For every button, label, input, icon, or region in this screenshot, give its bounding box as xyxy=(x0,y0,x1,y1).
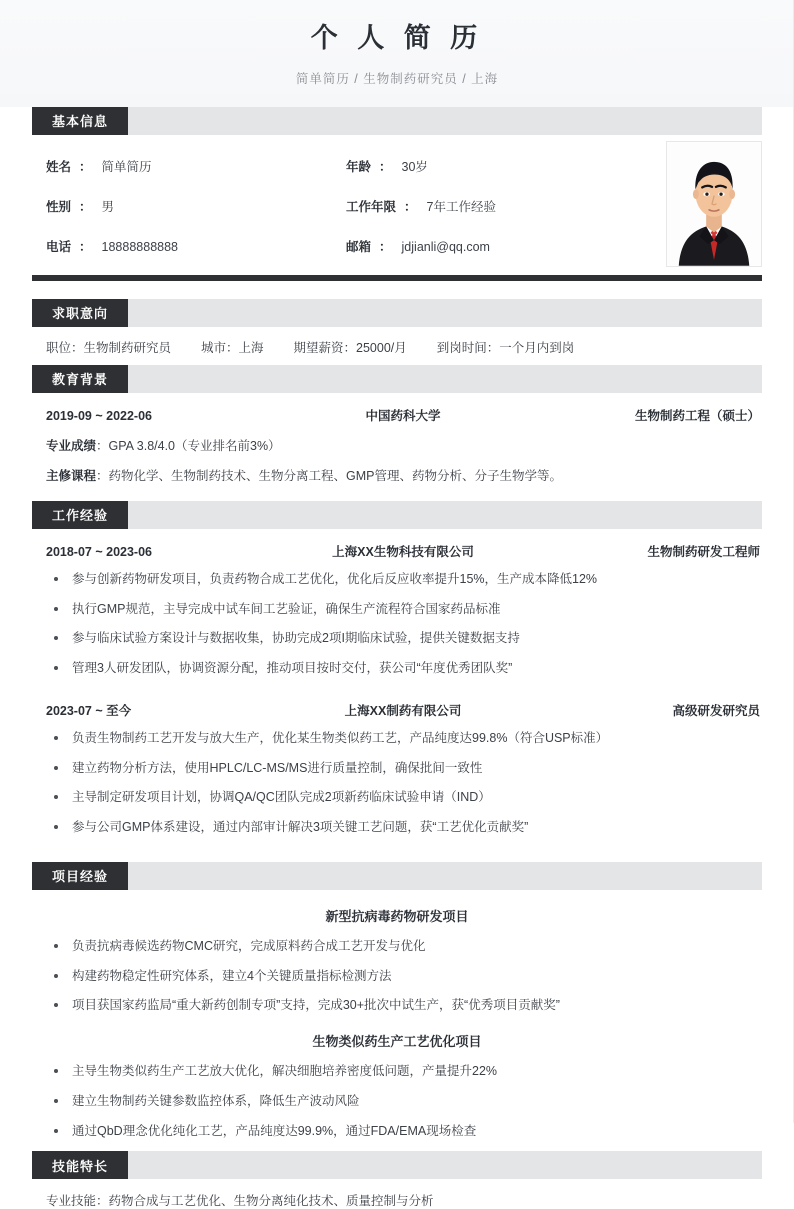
info-value: 简单简历 xyxy=(101,159,152,174)
section-bar-filler xyxy=(128,299,762,327)
section-bar-filler xyxy=(128,1151,762,1179)
info-label: 邮箱 xyxy=(346,239,372,254)
section-header-skills xyxy=(32,1151,762,1179)
project-bullet-list xyxy=(32,937,762,1015)
page-title: 个 人 简 历 xyxy=(310,23,484,53)
work-position: 高级研发研究员 xyxy=(672,703,760,718)
education-courses-value: ：药物化学、生物制药技术、生物分离工程、GMP管理、药物分析、分子生物学等。 xyxy=(96,468,562,483)
intent-available-time: 到岗时间：一个月内到岗 xyxy=(436,340,575,355)
info-colon: ： xyxy=(79,199,92,214)
section-header-intent xyxy=(32,299,762,327)
work-entry-header xyxy=(32,542,762,560)
project-entry xyxy=(32,906,762,1015)
list-item: 参与公司GMP体系建设，通过内部审计解决3项关键工艺问题，获“工艺优化贡献奖” xyxy=(54,818,762,837)
list-item: 建立药物分析方法，使用HPLC/LC-MS/MS进行质量控制，确保批间一致性 xyxy=(54,759,762,778)
list-item: 负责生物制药工艺开发与放大生产，优化某生物类似药工艺，产品纯度达99.8%（符合USP标准） xyxy=(54,729,762,748)
education-gpa-line xyxy=(32,436,762,454)
education-entry xyxy=(32,393,762,488)
intent-city: 城市：上海 xyxy=(201,340,264,355)
education-gpa-value: ：GPA 3.8/4.0（专业排名前3%） xyxy=(96,438,281,453)
info-value: 30岁 xyxy=(401,159,428,174)
project-bullet-list xyxy=(32,1062,762,1140)
info-value: 7年工作经验 xyxy=(426,199,496,214)
work-date: 2023-07 ~ 至今 xyxy=(46,703,132,718)
intent-position: 职位：生物制药研究员 xyxy=(46,340,172,355)
basic-info-block xyxy=(32,135,762,275)
info-value: 18888888888 xyxy=(101,239,179,254)
work-entry xyxy=(32,693,762,852)
section-tab-label: 项目经验 xyxy=(32,862,128,890)
list-item: 参与临床试验方案设计与数据收集，协助完成2项I期临床试验，提供关键数据支持 xyxy=(54,629,762,648)
list-item: 主导生物类似药生产工艺放大优化，解决细胞培养密度低问题，产量提升22% xyxy=(54,1062,762,1081)
education-courses-label: 主修课程 xyxy=(46,468,97,483)
list-item: 通过QbD理念优化纯化工艺，产品纯度达99.9%，通过FDA/EMA现场检查 xyxy=(54,1122,762,1141)
education-date: 2019-09 ~ 2022-06 xyxy=(46,408,152,423)
section-tab-label: 技能特长 xyxy=(32,1151,128,1179)
basic-info-grid xyxy=(32,157,762,255)
section-header-work xyxy=(32,501,762,529)
info-field-phone xyxy=(46,237,346,255)
project-title: 新型抗病毒药物研发项目 xyxy=(325,908,469,924)
section-header-project xyxy=(32,862,762,890)
list-item: 构建药物稳定性研究体系，建立4个关键质量指标检测方法 xyxy=(54,967,762,986)
info-colon: ： xyxy=(79,159,92,174)
info-value: 男 xyxy=(101,199,115,214)
list-item: 项目获国家药监局“重大新药创制专项”支持，完成30+批次中试生产，获“优秀项目贡献奖” xyxy=(54,996,762,1015)
list-item: 管理3人研发团队，协调资源分配，推动项目按时交付，获公司“年度优秀团队奖” xyxy=(54,659,762,678)
info-colon: ： xyxy=(404,199,417,214)
info-field-name xyxy=(46,157,346,175)
list-item: 参与创新药物研发项目，负责药物合成工艺优化，优化后反应收率提升15%，生产成本降低12% xyxy=(54,570,762,589)
work-company: 上海XX生物科技有限公司 xyxy=(332,544,474,559)
section-bar-filler xyxy=(128,501,762,529)
section-tab-label: 基本信息 xyxy=(32,107,128,135)
info-colon: ： xyxy=(79,239,92,254)
section-divider-rule xyxy=(32,275,762,281)
work-company: 上海XX制药有限公司 xyxy=(344,703,462,718)
header-subtitle: 简单简历 / 生物制药研究员 / 上海 xyxy=(295,71,499,86)
work-position: 生物制药研发工程师 xyxy=(647,544,760,559)
education-entry-header xyxy=(32,406,762,424)
section-header-basic xyxy=(32,107,762,135)
info-value: jdjianli@qq.com xyxy=(401,239,490,254)
profile-photo xyxy=(666,141,762,267)
list-item: 执行GMP规范，主导完成中试车间工艺验证，确保生产流程符合国家药品标准 xyxy=(54,600,762,619)
intent-row xyxy=(32,338,762,356)
work-date: 2018-07 ~ 2023-06 xyxy=(46,544,152,559)
info-field-gender xyxy=(46,197,346,215)
section-header-education xyxy=(32,365,762,393)
work-entry xyxy=(32,529,762,693)
list-item: 负责抗病毒候选药物CMC研究，完成原料药合成工艺开发与优化 xyxy=(54,937,762,956)
info-label: 工作年限 xyxy=(346,199,397,214)
education-school: 中国药科大学 xyxy=(365,408,441,423)
info-field-age xyxy=(346,157,612,175)
info-label: 姓名 xyxy=(46,159,72,174)
project-title: 生物类似药生产工艺优化项目 xyxy=(312,1034,482,1049)
project-entry xyxy=(32,1031,762,1140)
work-entry-header xyxy=(32,701,762,719)
list-item: 建立生物制药关键参数监控体系，降低生产波动风险 xyxy=(54,1092,762,1111)
section-bar-filler xyxy=(128,107,762,135)
list-item: 主导制定研发项目计划，协调QA/QC团队完成2项新药临床试验申请（IND） xyxy=(54,788,762,807)
intent-block xyxy=(32,327,762,365)
section-tab-label: 求职意向 xyxy=(32,299,128,327)
info-field-email xyxy=(346,237,612,255)
section-bar-filler xyxy=(128,365,762,393)
info-colon: ： xyxy=(379,239,392,254)
education-major: 生物制药工程（硕士） xyxy=(634,408,760,423)
section-tab-label: 工作经验 xyxy=(32,501,128,529)
section-bar-filler xyxy=(128,862,762,890)
info-field-experience-years xyxy=(346,197,612,215)
work-bullet-list xyxy=(32,729,762,837)
intent-salary: 期望薪资：25000/月 xyxy=(293,340,407,355)
info-label: 电话 xyxy=(46,239,72,254)
section-tab-label: 教育背景 xyxy=(32,365,128,393)
skills-clipped-line: 专业技能：药物合成与工艺优化、生物分离纯化技术、质量控制与分析 xyxy=(46,1194,434,1209)
info-label: 年龄 xyxy=(346,159,372,174)
work-bullet-list xyxy=(32,570,762,678)
education-courses-line xyxy=(32,466,762,484)
info-colon: ： xyxy=(379,159,392,174)
education-gpa-label: 专业成绩 xyxy=(46,438,97,453)
info-label: 性别 xyxy=(46,199,72,214)
resume-header xyxy=(0,0,794,107)
